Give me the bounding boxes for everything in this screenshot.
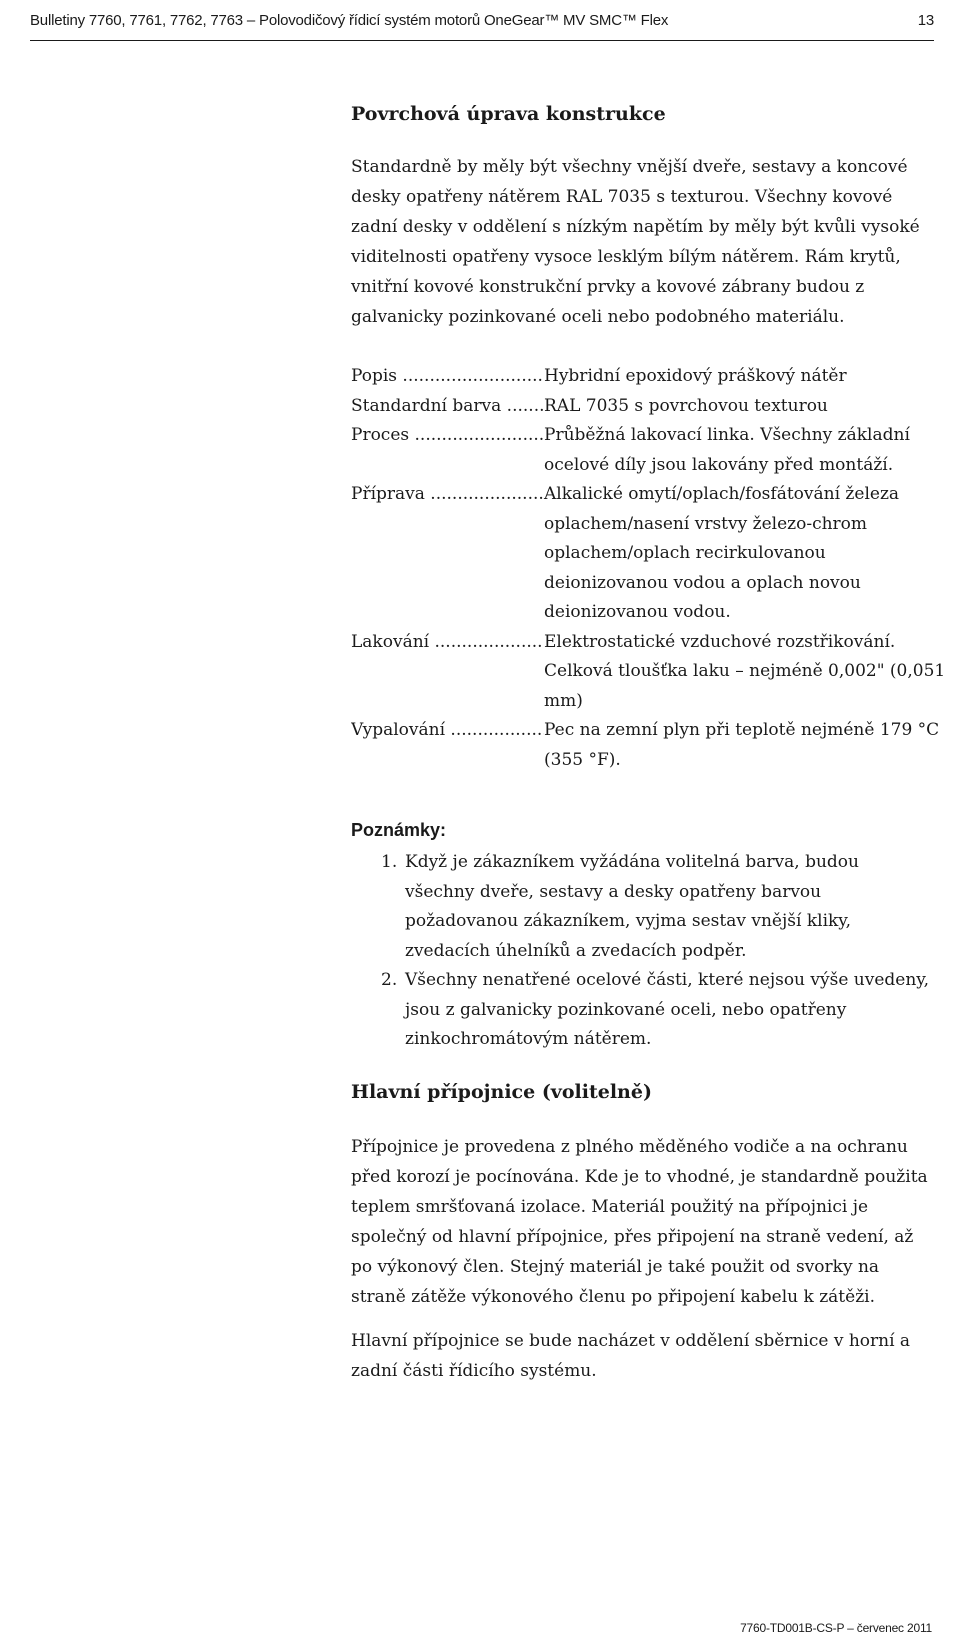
busbar-paragraph-2: Hlavní přípojnice se bude nacházet v oddělení sběrnice v horní a zadní části řídicího systému. <box>351 1331 911 1381</box>
spec-value: RAL 7035 s povrchovou texturou <box>544 395 828 416</box>
spec-row <box>351 421 951 480</box>
note-number: 2. <box>381 970 398 990</box>
notes-list <box>351 848 931 1055</box>
surface-finish-paragraph: Standardně by měly být všechny vnější dveře, sestavy a koncové desky opatřeny nátěrem RAL 7035 s texturou. Všechny kovové zadní desky v oddělení s nízkým napětím by měly být kvůli vysoké viditelnosti opatřeny vysoce lesklým bílým nátěrem. Rám krytů, vnitřní kovové konstrukční prvky a kovové zábrany budou z galvanicky pozinkované oceli nebo podobného materiálu. <box>351 157 920 327</box>
spec-label: Lakování <box>351 631 430 652</box>
spec-row <box>351 628 951 717</box>
spec-label: Popis <box>351 366 398 386</box>
note-text: Když je zákazníkem vyžádána volitelná barva, budou všechny dveře, sestavy a desky opatřeny barvou požadovanou zákazníkem, vyjma sestav vnější kliky, zvedacích úhelníků a zvedacích podpěr. <box>405 852 859 961</box>
note-item <box>381 848 931 966</box>
spec-label: Proces <box>351 425 410 445</box>
spec-value: Elektrostatické vzduchové rozstřikování. Celková tloušťka laku – nejméně 0,002" (0,051 mm) <box>544 631 946 711</box>
page-header <box>30 0 934 41</box>
spec-value: Průběžná lakovací linka. Všechny základní ocelové díly jsou lakovány před montáží. <box>544 425 910 475</box>
note-item <box>381 966 931 1055</box>
spec-value: Hybridní epoxidový práškový nátěr <box>544 366 847 386</box>
spec-row <box>351 392 951 422</box>
section-heading-surface-finish: Povrchová úprava konstrukce <box>351 103 666 125</box>
spec-label: Příprava <box>351 484 425 504</box>
page-footer-doc-code: 7760-TD001B-CS-P – červenec 2011 <box>740 1621 932 1635</box>
spec-row <box>351 480 951 628</box>
spec-value: Pec na zemní plyn při teplotě nejméně 179 °C (355 °F). <box>544 720 940 770</box>
spec-row <box>351 716 951 775</box>
note-text: Všechny nenatřené ocelové části, které nejsou výše uvedeny, jsou z galvanicky pozinkované oceli, nebo opatřeny zinkochromátovým nátěrem. <box>405 970 930 1049</box>
note-number: 1. <box>381 852 398 872</box>
spec-list <box>351 362 951 775</box>
notes-title: Poznámky: <box>351 820 447 840</box>
spec-label: Vypalování <box>351 720 446 740</box>
busbar-paragraph-1: Přípojnice je provedena z plného měděného vodiče a na ochranu před korozí je pocínována. Kde je to vhodné, je standardně použita teplem smršťovaná izolace. Materiál použitý na přípojnici je společný od hlavní přípojnice, přes připojení na straně vedení, až po výkonový člen. Stejný materiál je také použit od svorky na straně zátěže výkonového členu po připojení kabelu k zátěži. <box>351 1137 928 1307</box>
section-heading-main-busbar: Hlavní přípojnice (volitelně) <box>351 1081 652 1103</box>
spec-label: Standardní barva <box>351 395 502 416</box>
header-title: Bulletiny 7760, 7761, 7762, 7763 – Polovodičový řídicí systém motorů OneGear™ MV SMC™ Flex <box>30 11 669 29</box>
spec-row <box>351 362 951 392</box>
page-number: 13 <box>917 11 934 29</box>
spec-value: Alkalické omytí/oplach/fosfátování železa oplachem/nasení vrstvy železo-chrom oplachem/oplach recirkulovanou deionizovanou vodou a oplach novou deionizovanou vodou. <box>544 484 900 622</box>
